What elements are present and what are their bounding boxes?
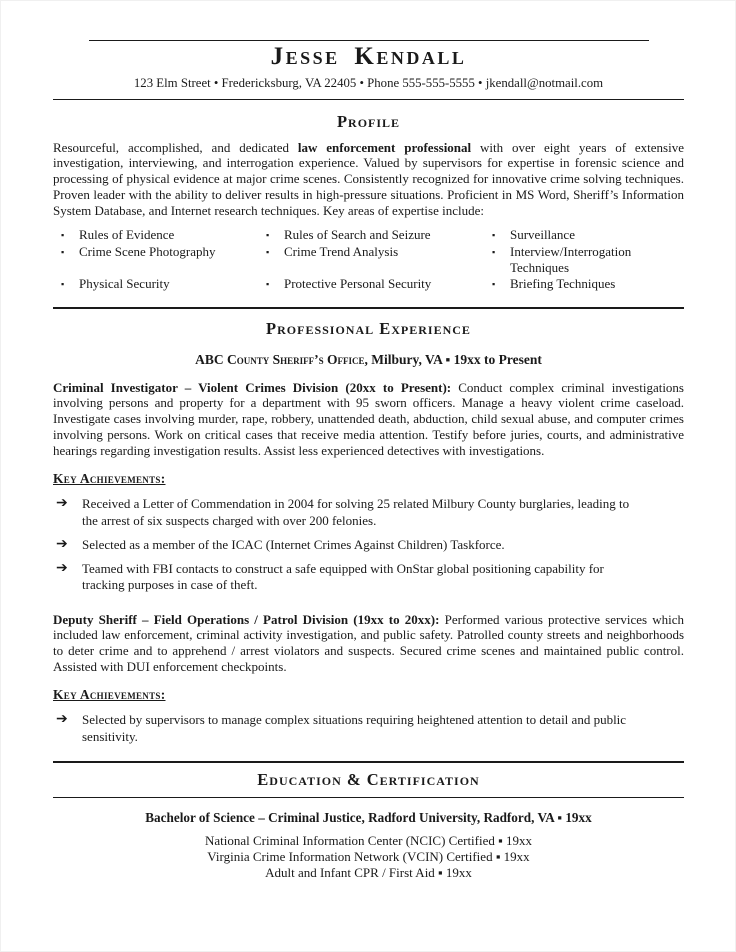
job-description [53, 612, 684, 675]
job-title: Criminal Investigator – Violent Crimes Division (20xx to Present): [53, 379, 452, 395]
certification-line: Virginia Crime Information Network (VCIN) Certified ▪ 19xx [207, 849, 530, 865]
certification-line: Adult and Infant CPR / First Aid ▪ 19xx [265, 865, 472, 881]
certifications-list [53, 833, 684, 882]
degree-line: Bachelor of Science – Criminal Justice, Radford University, Radford, VA ▪ 19xx [145, 809, 592, 825]
employer-location-dates: , Milbury, VA ▪ 19xx to Present [364, 351, 542, 367]
expertise-label: Surveillance [510, 227, 575, 243]
profile-summary-text: Resourceful, accomplished, and dedicated [53, 139, 298, 155]
job-description-text: Performed various protective services which included law enforcement, criminal activity investigation, and public safety. Patrolled county streets and neighborhoods to deter crime and to apprehend / arrest violators and suspects. Secured crime scenes and maintained public control. Assisted with DUI enforcement checkpoints. [53, 611, 684, 674]
expertise-item [258, 227, 484, 243]
achievement-text: Selected by supervisors to manage complex situations requiring heightened attention to detail and public sensitivity. [82, 712, 627, 744]
expertise-label: Rules of Search and Seizure [284, 227, 431, 243]
employer-name: ABC County Sheriff’s Office [195, 351, 365, 367]
divider-below-education-heading [53, 797, 684, 798]
bullet-icon: ▪ [61, 246, 65, 257]
expertise-item [484, 244, 684, 275]
expertise-label: Crime Trend Analysis [284, 243, 399, 259]
bullet-icon: ▪ [492, 230, 496, 241]
divider-above-education [53, 761, 684, 763]
key-achievements-label: Key Achievements: [53, 687, 166, 703]
expertise-item [258, 276, 484, 292]
divider-above-experience [53, 307, 684, 309]
person-name: Jesse Kendall [270, 43, 467, 70]
expertise-label: Briefing Techniques [510, 276, 616, 292]
achievement-text: Teamed with FBI contacts to construct a safe equipped with OnStar global positioning capability for tracking purposes in case of theft. [82, 561, 604, 593]
achievement-item [53, 712, 684, 745]
expertise-label: Rules of Evidence [79, 227, 175, 243]
contact-line: 123 Elm Street • Fredericksburg, VA 22405 • Phone 555-555-5555 • jkendall@notmail.com [133, 75, 604, 90]
expertise-item [53, 227, 258, 243]
bullet-icon: ▪ [61, 230, 65, 241]
achievement-item [53, 537, 684, 553]
bullet-icon: ▪ [266, 246, 270, 257]
profile-heading: Profile [336, 111, 401, 131]
bullet-icon: ▪ [61, 279, 65, 290]
expertise-item [53, 244, 258, 275]
expertise-label: Interview/Interrogation Techniques [510, 243, 632, 275]
expertise-label: Physical Security [79, 276, 170, 292]
profile-summary [53, 140, 684, 219]
expertise-item [258, 244, 484, 275]
achievement-text: Selected as a member of the ICAC (Internet Crimes Against Children) Taskforce. [82, 536, 505, 552]
experience-heading: Professional Experience [266, 318, 471, 338]
job-description [53, 380, 684, 459]
education-heading: Education & Certification [257, 769, 480, 789]
achievement-item [53, 561, 684, 594]
bullet-icon: ▪ [266, 230, 270, 241]
profile-summary-text-2: with over eight years of extensive investigation, interviewing, and interrogation experience. Valued by supervisors for expertise in forensic science and processing of physical evidence at major crime scenes. Consistently recognized for innovative crime solving techniques. Proven leader with the ability to deliver results in high-pressure situations. Proficient in MS Word, Sheriff’s Information System Database, and Internet research techniques. Key areas of expertise include: [53, 139, 685, 218]
profile-summary-bold: law enforcement professional [297, 139, 472, 155]
employer-line [53, 352, 684, 368]
arrow-bullet-icon: ➔ [56, 712, 68, 728]
achievement-text: Received a Letter of Commendation in 2004 for solving 25 related Milbury County burglaries, leading to the arrest of six suspects charged with over 200 felonies. [82, 496, 630, 528]
expertise-item [484, 227, 684, 243]
expertise-item [484, 276, 684, 292]
arrow-bullet-icon: ➔ [56, 561, 68, 576]
bullet-icon: ▪ [266, 279, 270, 290]
divider-below-contact [53, 99, 684, 100]
bullet-icon: ▪ [492, 246, 496, 257]
expertise-label: Crime Scene Photography [79, 243, 216, 259]
bullet-icon: ▪ [492, 279, 496, 290]
job-description-text: Conduct complex criminal investigations involving persons and property for a department with 95 sworn officers. Manage a heavy violent crime caseload. Investigate cases involving murder, rape, robbery, unattended death, abduction, child sexual abuse, and computer crimes involving persons. Work on critical cases that receive media attention. Testify before juries, courts, and administrative hearings regarding investigation results. Assist less experienced detectives with investigations. [53, 379, 684, 458]
certification-line: National Criminal Information Center (NCIC) Certified ▪ 19xx [204, 832, 532, 848]
achievement-item [53, 496, 684, 529]
arrow-bullet-icon: ➔ [56, 496, 68, 512]
arrow-bullet-icon: ➔ [56, 536, 68, 552]
key-achievements-label: Key Achievements: [53, 471, 166, 487]
expertise-item [53, 276, 258, 292]
expertise-list [53, 227, 684, 291]
expertise-label: Protective Personal Security [284, 276, 432, 292]
job-title: Deputy Sheriff – Field Operations / Patrol Division (19xx to 20xx): [53, 611, 440, 627]
divider-above-name [89, 40, 649, 41]
